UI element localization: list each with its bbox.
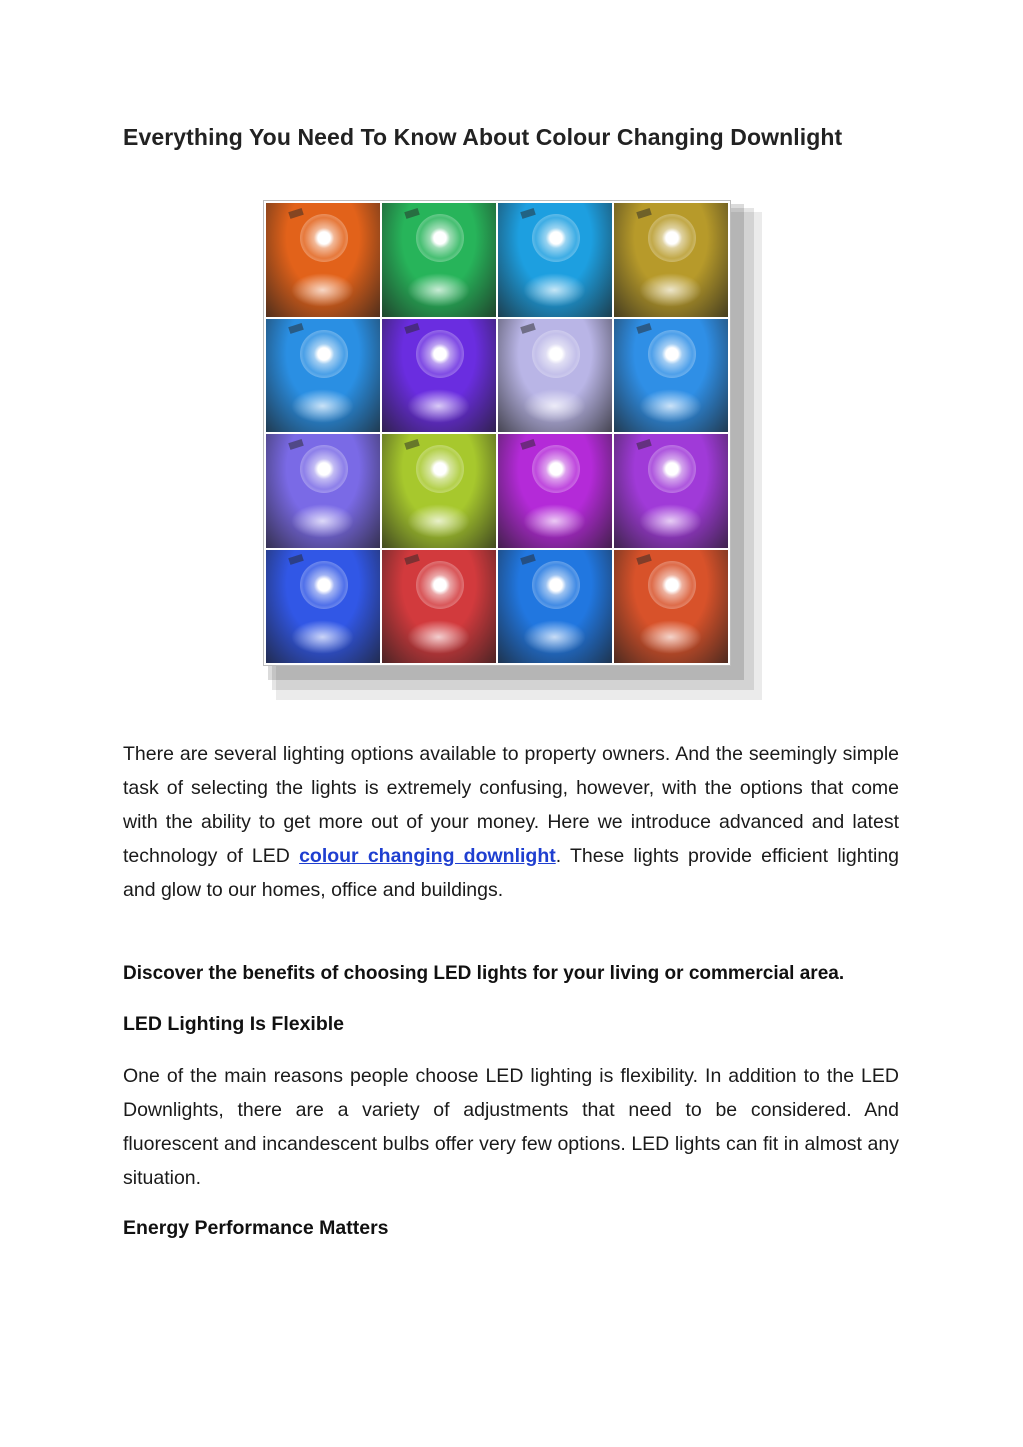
downlight-tile — [382, 550, 496, 664]
downlight-tile — [614, 319, 728, 433]
section-heading-energy: Energy Performance Matters — [123, 1217, 389, 1239]
downlight-tile — [614, 203, 728, 317]
downlight-tile — [498, 203, 612, 317]
document-title: Everything You Need To Know About Colour Changing Downlight — [123, 124, 843, 150]
intro-paragraph: There are several lighting options available to property owners. And the seemingly simple task of selecting the lights is extremely confusing, however, with the options that come with the ability to get more out of your money. Here we introduce advanced and latest technology of LED colour changing downlight. These lights provide efficient lighting and glow to our homes, office and buildings. — [123, 743, 900, 901]
downlight-tile — [382, 319, 496, 433]
section-heading-flexible: LED Lighting Is Flexible — [123, 1013, 345, 1035]
downlight-tile — [498, 434, 612, 548]
downlight-tile — [498, 550, 612, 664]
downlight-tile — [266, 203, 380, 317]
flexible-paragraph: One of the main reasons people choose LED lighting is flexibility. In addition to the LED Downlights, there are a variety of adjustments that need to be considered. And fluorescent and incandescent bulbs offer very few options. LED lights can fit in almost any situation. — [123, 1065, 899, 1189]
downlight-tile — [382, 203, 496, 317]
downlight-tile — [266, 319, 380, 433]
downlight-tile — [382, 434, 496, 548]
downlight-tile — [614, 434, 728, 548]
colour-changing-downlight-link[interactable]: colour changing downlight — [299, 845, 556, 867]
downlight-tile — [266, 550, 380, 664]
discover-benefits-line: Discover the benefits of choosing LED lights for your living or commercial area. — [123, 963, 845, 984]
downlight-tile — [266, 434, 380, 548]
downlight-color-grid — [263, 200, 731, 666]
downlight-tile — [498, 319, 612, 433]
downlight-tile — [614, 550, 728, 664]
